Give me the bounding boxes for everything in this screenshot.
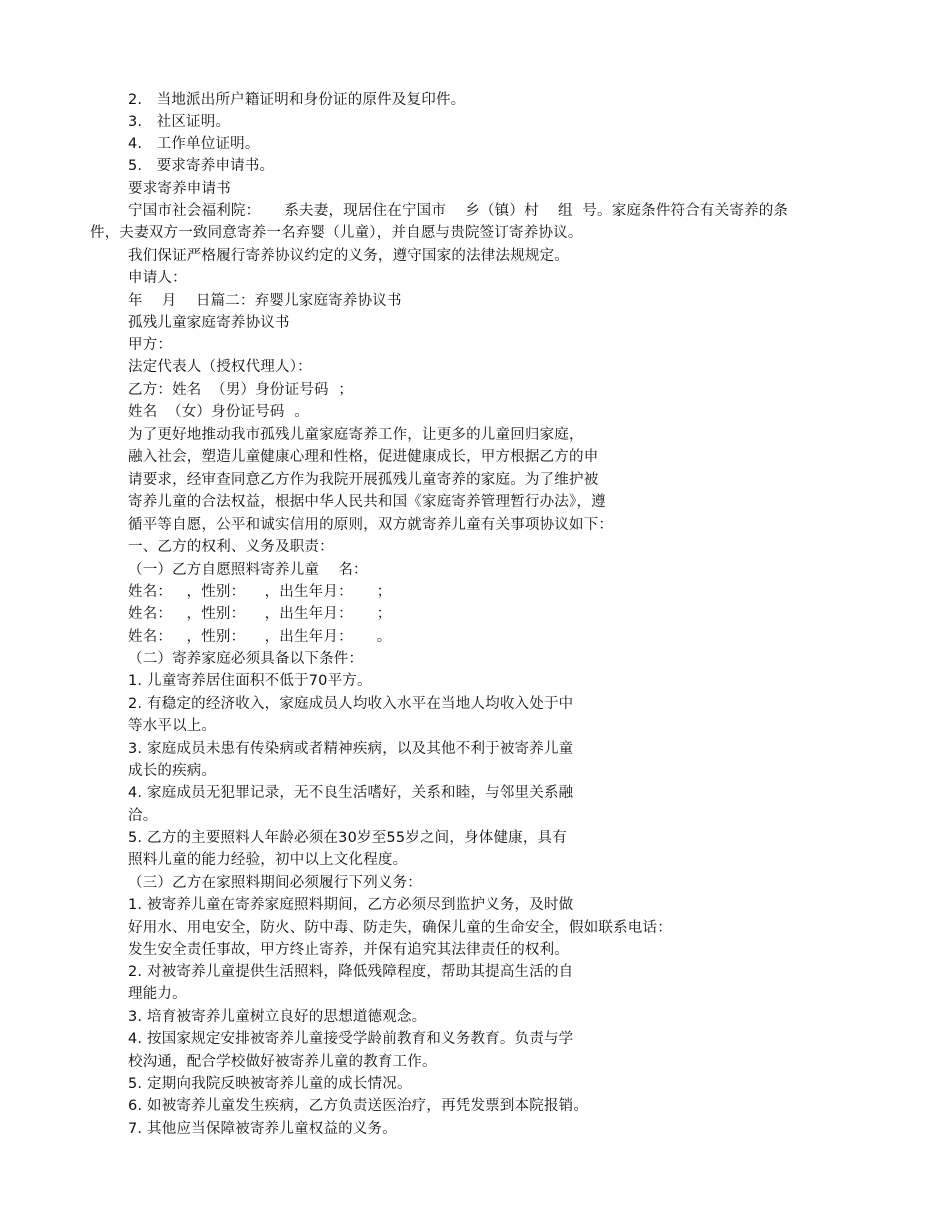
- text-line: 循平等自愿，公平和诚实信用的原则，双方就寄养儿童有关事项协议如下：: [128, 517, 614, 533]
- text-line: 融入社会，塑造儿童健康心理和性格，促进健康成长，甲方根据乙方的申: [128, 449, 599, 465]
- text-line: 照料儿童的能力经验，初中以上文化程度。: [128, 852, 408, 868]
- section-heading: 要求寄养申请书: [128, 181, 231, 197]
- text-line: 理能力。: [128, 986, 187, 1002]
- text-line: 7. 其他应当保障被寄养儿童权益的义务。: [128, 1121, 397, 1137]
- text-line: 姓名： ，性别： ，出生年月： ；: [128, 606, 392, 622]
- text-line: 4. 按国家规定安排被寄养儿童接受学龄前教育和义务教育。负责与学: [128, 1031, 574, 1047]
- text-line: 1. 儿童寄养居住面积不低于70平方。: [128, 673, 372, 689]
- text-line: 请要求，经审查同意乙方作为我院开展孤残儿童寄养的家庭。为了维护被: [128, 472, 599, 488]
- text-line: （三）乙方在家照料期间必须履行下列义务：: [128, 875, 422, 891]
- text-line: 洽。: [128, 808, 158, 824]
- text-line: 寄养儿童的合法权益，根据中华人民共和国《家庭寄养管理暂行办法》，遵: [128, 494, 606, 510]
- text-line: 5. 要求寄养申请书。: [128, 158, 275, 174]
- text-line: 年 月 日篇二：弃婴儿家庭寄养协议书: [128, 293, 402, 309]
- text-line: （一）乙方自愿照料寄养儿童 名：: [128, 562, 368, 578]
- text-line: 6. 如被寄养儿童发生疾病，乙方负责送医治疗，再凭发票到本院报销。: [128, 1098, 589, 1114]
- text-line: 姓名： ，性别： ，出生年月： ；: [128, 584, 392, 600]
- text-line: （二）寄养家庭必须具备以下条件：: [128, 651, 364, 667]
- text-line: 2. 有稳定的经济收入，家庭成员人均收入水平在当地人均收入处于中: [128, 696, 574, 712]
- text-line: 我们保证严格履行寄养协议约定的义务，遵守国家的法律法规规定。: [128, 248, 569, 264]
- text-line: 姓名 （女）身份证号码 。: [128, 404, 309, 420]
- text-line: 3. 培育被寄养儿童树立良好的思想道德观念。: [128, 1009, 427, 1025]
- text-line: 发生安全责任事故，甲方终止寄养，并保有追究其法律责任的权利。: [128, 942, 569, 958]
- text-line: 宁国市社会福利院： 系夫妻，现居住在宁国市 乡（镇）村 组 号。家庭条件符合有关寄养的条: [128, 203, 789, 219]
- text-line: 甲方：: [128, 337, 173, 353]
- text-line: 姓名： ，性别： ，出生年月： 。: [128, 629, 392, 645]
- text-line: 5. 定期向我院反映被寄养儿童的成长情况。: [128, 1076, 412, 1092]
- text-line: 4. 家庭成员无犯罪记录，无不良生活嗜好，关系和睦，与邻里关系融: [128, 785, 574, 801]
- text-line: 1. 被寄养儿童在寄养家庭照料期间，乙方必须尽到监护义务，及时做: [128, 897, 574, 913]
- text-line: 成长的疾病。: [128, 763, 217, 779]
- text-line: 2. 对被寄养儿童提供生活照料，降低残障程度，帮助其提高生活的自: [128, 964, 574, 980]
- section-heading: 孤残儿童家庭寄养协议书: [128, 315, 290, 331]
- text-line: 校沟通，配合学校做好被寄养儿童的教育工作。: [128, 1054, 437, 1070]
- text-line: 法定代表人（授权代理人）：: [128, 359, 312, 375]
- text-line: 3. 社区证明。: [128, 114, 231, 130]
- text-line: 为了更好地推动我市孤残儿童家庭寄养工作，让更多的儿童回归家庭，: [128, 427, 584, 443]
- text-line: 好用水、用电安全，防火、防中毒、防走失，确保儿童的生命安全，假如联系电话：: [128, 920, 672, 936]
- text-line: 乙方：姓名 （男）身份证号码 ；: [128, 382, 354, 398]
- text-line: 2. 当地派出所户籍证明和身份证的原件及复印件。: [128, 92, 466, 108]
- text-line: 5. 乙方的主要照料人年龄必须在30岁至55岁之间，身体健康，具有: [128, 830, 567, 846]
- text-line: 件，夫妻双方一致同意寄养一名弃婴（儿童），并自愿与贵院签订寄养协议。: [90, 225, 583, 241]
- text-line: 等水平以上。: [128, 718, 217, 734]
- section-heading: 一、乙方的权利、义务及职责：: [128, 539, 334, 555]
- text-line: 4. 工作单位证明。: [128, 136, 260, 152]
- text-line: 3. 家庭成员未患有传染病或者精神疾病，以及其他不利于被寄养儿童: [128, 741, 574, 757]
- text-line: 申请人：: [128, 270, 187, 286]
